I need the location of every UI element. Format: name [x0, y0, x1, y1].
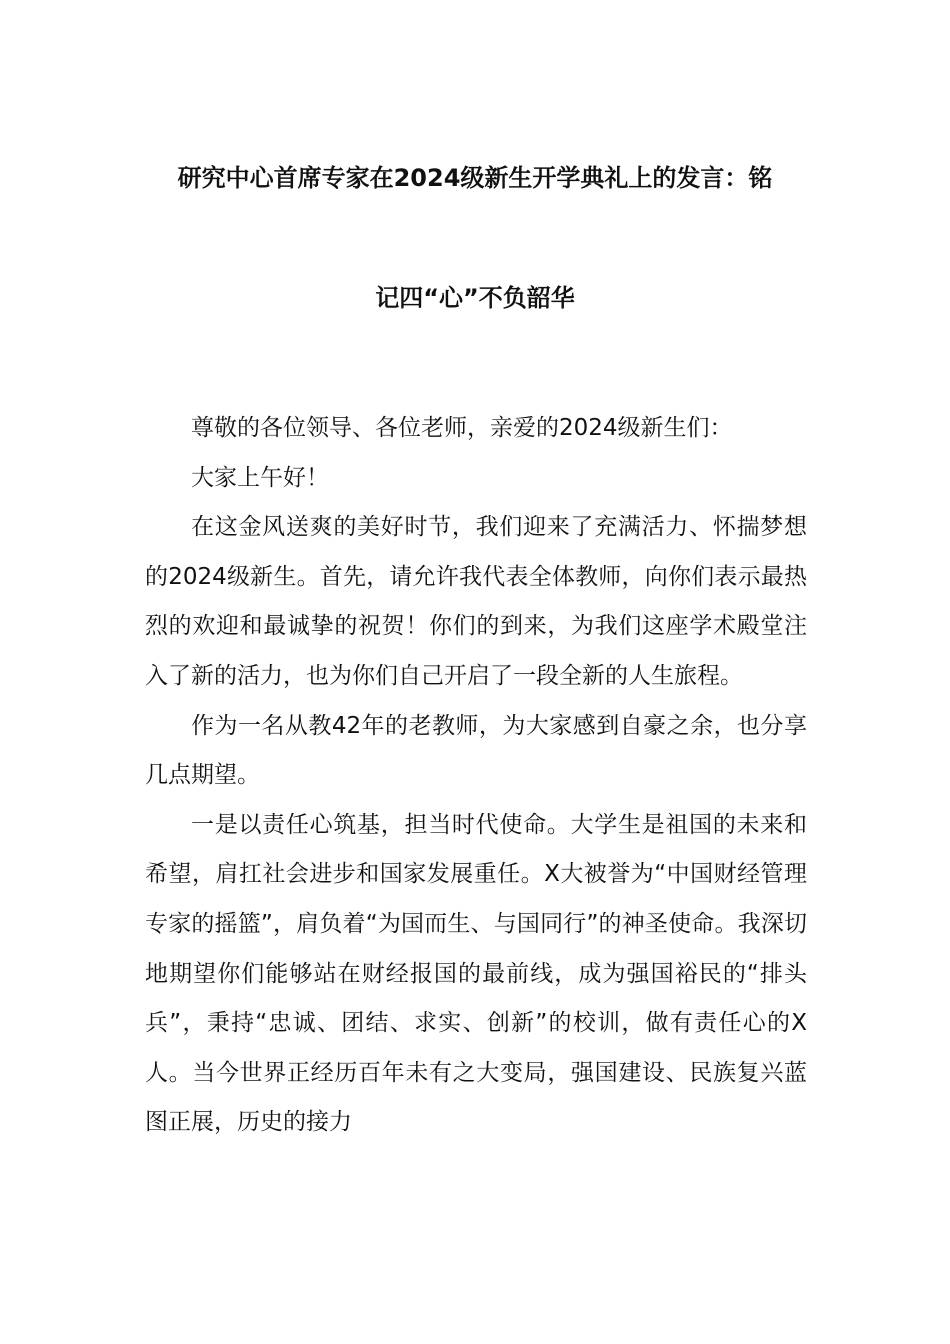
document-title-line-2: 记四“心”不负韶华: [375, 284, 575, 312]
paragraph-greeting: 大家上午好！: [191, 464, 329, 491]
paragraph-introduction: 作为一名从教42年的老教师，为大家感到自豪之余，也分享几点期望。: [145, 712, 807, 789]
paragraph-welcome: 在这金风送爽的美好时节，我们迎来了充满活力、怀揣梦想的2024级新生。首先，请允许我代表全体教师，向你们表示最热烈的欢迎和最诚挚的祝贺！你们的到来，为我们这座学术殿堂注入了新的活力，也为你们自己开启了一段全新的人生旅程。: [145, 514, 807, 689]
paragraph-point-one: 一是以责任心筑基，担当时代使命。大学生是祖国的未来和希望，肩扛社会进步和国家发展重任。X大被誉为“中国财经管理专家的摇篮”，肩负着“为国而生、与国同行”的神圣使命。我深切地期望你们能够站在财经报国的最前线，成为强国裕民的“排头兵”，秉持“忠诚、团结、求实、创新”的校训，做有责任心的X人。当今世界正经历百年未有之大变局，强国建设、民族复兴蓝图正展，历史的接力: [145, 811, 807, 1136]
paragraph-salutation: 尊敬的各位领导、各位老师，亲爱的2024级新生们：: [191, 415, 733, 441]
document-title-line-1: 研究中心首席专家在2024级新生开学典礼上的发言：铭: [177, 164, 773, 192]
speech-body: [145, 404, 807, 1148]
